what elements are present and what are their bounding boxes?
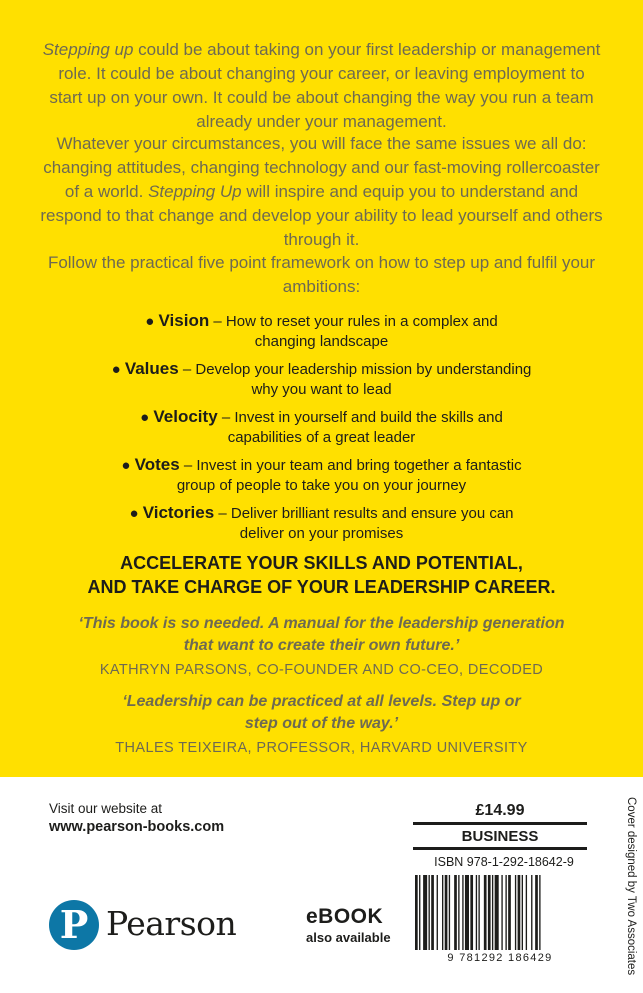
intro-title-emphasis: Stepping up bbox=[42, 40, 134, 59]
framework-list bbox=[0, 311, 643, 551]
tagline-line-2: AND TAKE CHARGE OF YOUR LEADERSHIP CAREER. bbox=[87, 577, 556, 597]
barcode-bar bbox=[462, 875, 463, 950]
barcode-bar bbox=[526, 875, 527, 950]
pearson-logo-icon bbox=[49, 900, 99, 950]
barcode-bar bbox=[518, 875, 521, 950]
intro-paragraph-3: Follow the practical five point framework on how to step up and fulfil your ambitions: bbox=[47, 253, 596, 296]
barcode-bar bbox=[492, 875, 493, 950]
endorsement-quote-1 bbox=[40, 613, 603, 681]
framework-item-votes: ● Votes – Invest in your team and bring together a fantastic group of people to take you on your journey bbox=[0, 455, 643, 496]
barcode-icon bbox=[413, 875, 587, 950]
barcode-bar bbox=[484, 875, 487, 950]
intro-paragraph-2-text-a: Whatever your circumstances, you will face the same issues we all do: changing attitudes, changing technology and our fast-moving rollercoaster of a world. bbox=[43, 134, 600, 201]
framework-desc-cont: why you want to lead bbox=[251, 381, 392, 398]
framework-item-values: ● Values – Develop your leadership mission by understanding why you want to lead bbox=[0, 359, 643, 400]
framework-desc: – How to reset your rules in a complex and bbox=[209, 313, 498, 330]
barcode-bar bbox=[437, 875, 438, 950]
framework-item-vision: ● Vision – How to reset your rules in a complex and changing landscape bbox=[0, 311, 643, 352]
barcode-bar bbox=[458, 875, 459, 950]
framework-desc-cont: deliver on your promises bbox=[239, 525, 404, 542]
website-link[interactable]: www.pearson-books.com bbox=[49, 819, 225, 835]
framework-desc: – Invest in yourself and build the skills and bbox=[217, 409, 503, 426]
barcode-bar bbox=[535, 875, 538, 950]
barcode-bar bbox=[445, 875, 448, 950]
logo-letter: P bbox=[59, 902, 89, 947]
framework-desc: – Deliver brilliant results and ensure you can bbox=[214, 505, 514, 522]
barcode-bar bbox=[454, 875, 457, 950]
barcode-bar bbox=[449, 875, 450, 950]
isbn: ISBN 978-1-292-18642-9 bbox=[434, 855, 574, 869]
framework-item-velocity: ● Velocity – Invest in yourself and build the skills and capabilities of a great leader bbox=[0, 407, 643, 448]
barcode-bar bbox=[465, 875, 469, 950]
price-box bbox=[413, 800, 587, 850]
barcode-bar bbox=[478, 875, 479, 950]
cover-credit: Cover designed by Two Associates bbox=[625, 797, 637, 976]
intro-title-emphasis-2: Stepping Up bbox=[148, 182, 242, 201]
publisher-name: Pearson bbox=[106, 904, 237, 943]
framework-desc-cont: group of people to take you on your journey bbox=[176, 477, 467, 494]
barcode-bar bbox=[505, 875, 506, 950]
framework-desc-cont: capabilities of a great leader bbox=[227, 429, 416, 446]
category: BUSINESS bbox=[413, 825, 587, 850]
framework-term: Victories bbox=[142, 503, 215, 522]
barcode-bar bbox=[539, 875, 540, 950]
framework-term: Velocity bbox=[153, 407, 218, 426]
quote-text-cont: that want to create their own future.’ bbox=[183, 637, 460, 654]
quote-author: KATHRYN PARSONS, CO-FOUNDER AND CO-CEO, DECODED bbox=[99, 662, 544, 678]
visit-text: Visit our website at bbox=[49, 801, 163, 816]
framework-term: Values bbox=[124, 359, 179, 378]
quote-author: THALES TEIXEIRA, PROFESSOR, HARVARD UNIVERSITY bbox=[115, 740, 528, 756]
framework-item-victories: ● Victories – Deliver brilliant results and ensure you can deliver on your promises bbox=[0, 503, 643, 544]
barcode-bar bbox=[470, 875, 473, 950]
barcode-bar bbox=[508, 875, 511, 950]
barcode-bar bbox=[515, 875, 516, 950]
intro-paragraph-2-text-b: will inspire and equip you to understand and respond to that change and develop your ability to lead yourself and others through it. bbox=[40, 182, 603, 249]
ebook-available: also available bbox=[306, 930, 391, 945]
framework-desc-cont: changing landscape bbox=[254, 333, 389, 350]
framework-term: Vision bbox=[158, 311, 210, 330]
barcode-bar bbox=[476, 875, 477, 950]
barcode-bar bbox=[429, 875, 430, 950]
barcode-bar bbox=[501, 875, 502, 950]
barcode-bar bbox=[442, 875, 443, 950]
barcode-bar bbox=[488, 875, 491, 950]
tagline bbox=[40, 551, 603, 599]
barcode-bar bbox=[531, 875, 532, 950]
barcode-bar bbox=[415, 875, 418, 950]
quote-text-cont: step out of the way.’ bbox=[244, 715, 399, 732]
tagline-line-1: ACCELERATE YOUR SKILLS AND POTENTIAL, bbox=[120, 553, 523, 573]
intro-paragraph-2 bbox=[40, 132, 603, 252]
barcode-bar bbox=[419, 875, 420, 950]
barcode-bar bbox=[423, 875, 427, 950]
intro-paragraph-1-text: could be about taking on your first leadership or management role. It could be about changing your career, or leaving employment to start up on your own. It could be about changing the way you run a team already under your management. bbox=[49, 40, 601, 131]
quote-text: ‘This book is so needed. A manual for the leadership generation bbox=[78, 615, 565, 632]
intro-paragraph-1 bbox=[40, 38, 603, 134]
framework-term: Votes bbox=[134, 455, 180, 474]
ebook-label: eBOOK bbox=[306, 905, 384, 928]
barcode-number: 9 781292 186429 bbox=[447, 952, 553, 964]
price: £14.99 bbox=[413, 800, 587, 825]
endorsement-quote-2 bbox=[40, 691, 603, 759]
barcode-bar bbox=[431, 875, 434, 950]
framework-desc: – Invest in your team and bring together a fantastic bbox=[179, 457, 522, 474]
barcode-bar bbox=[522, 875, 523, 950]
quote-text: ‘Leadership can be practiced at all levels. Step up or bbox=[122, 693, 521, 710]
framework-desc: – Develop your leadership mission by understanding bbox=[178, 361, 532, 378]
barcode-bar bbox=[495, 875, 499, 950]
